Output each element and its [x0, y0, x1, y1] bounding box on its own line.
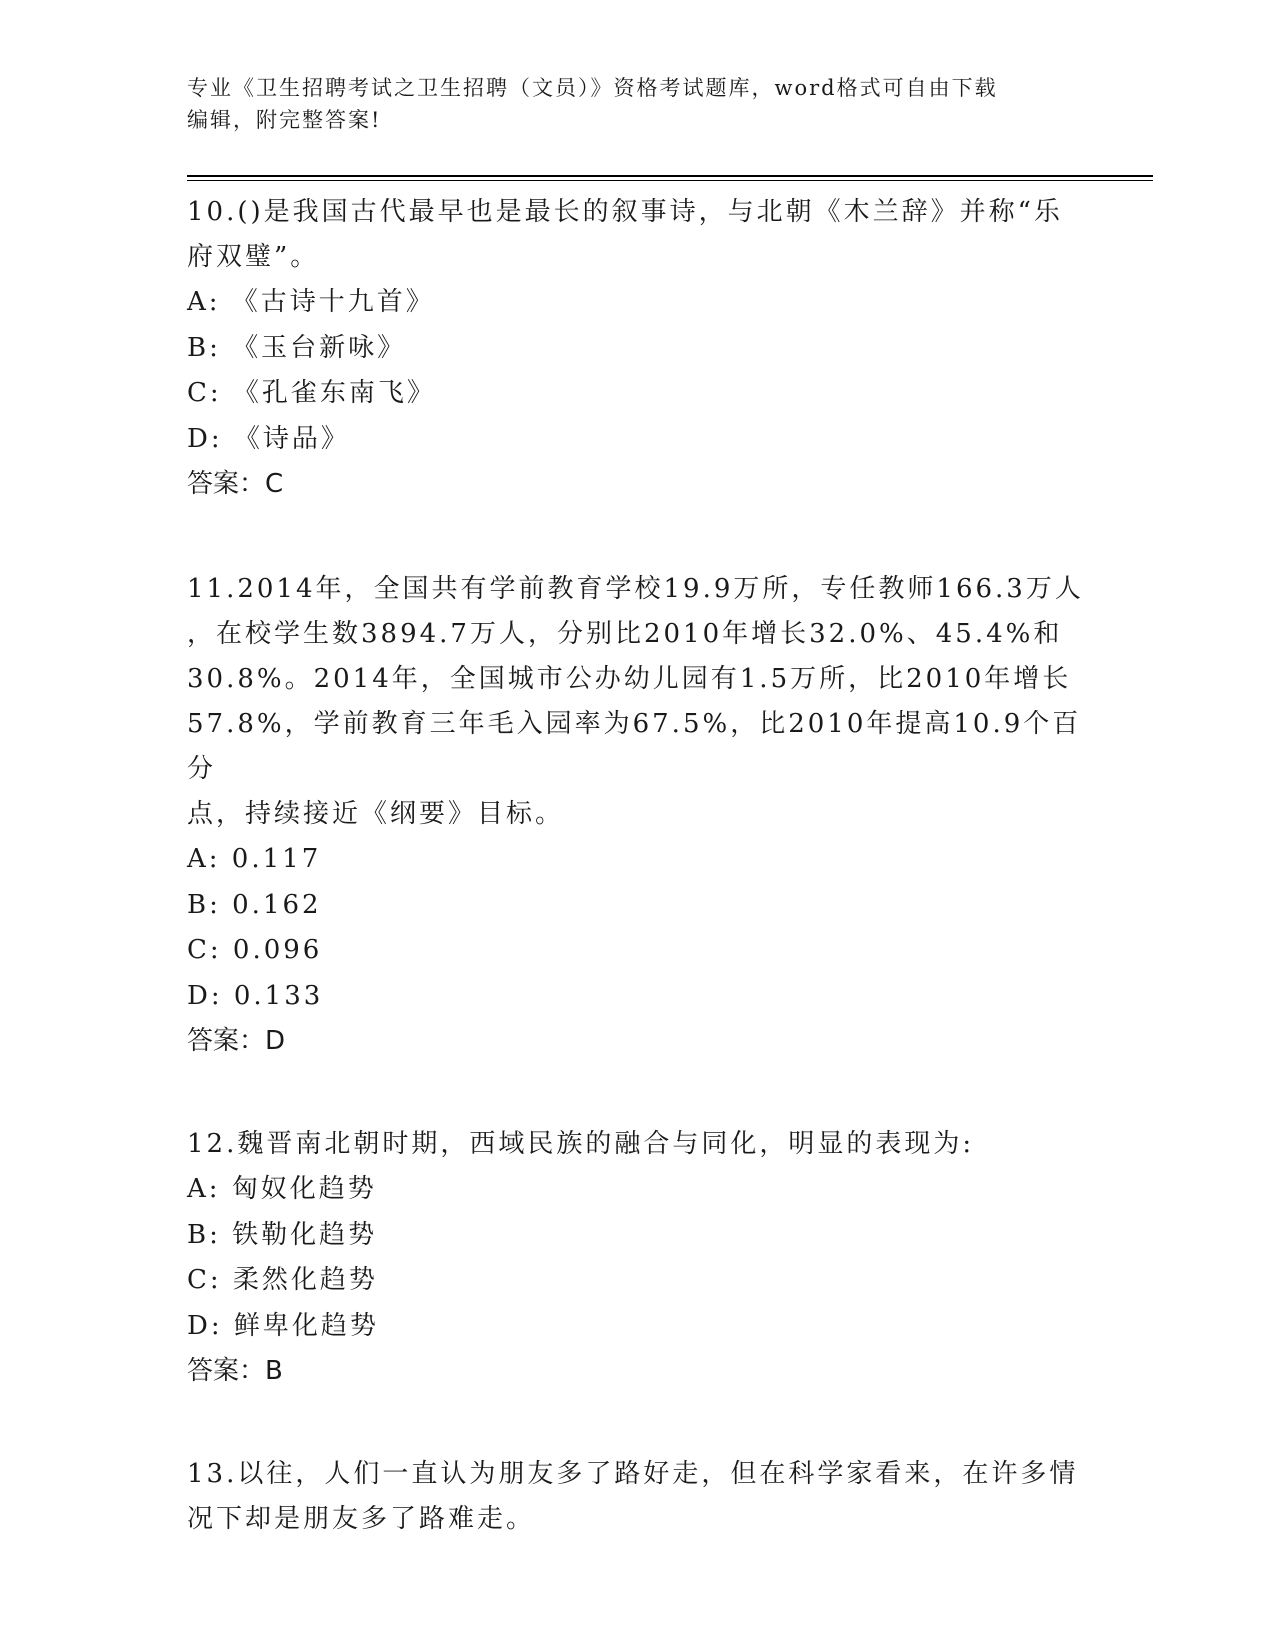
option-d: D: 0.133 [187, 980, 324, 1011]
answer-line: 答案：D [187, 1026, 286, 1056]
question-stem-line: 府双璧”。 [187, 242, 320, 272]
question-10 [187, 190, 1087, 507]
document-header [187, 72, 1087, 136]
option-b: B: 铁勒化趋势 [187, 1219, 378, 1250]
question-stem-line: 12.魏晋南北朝时期，西域民族的融合与同化，明显的表现为: [187, 1129, 975, 1159]
question-stem-line: 30.8%。2014年，全国城市公办幼儿园有1.5万所，比2010年增长 [187, 664, 1072, 694]
question-stem-line: ，在校学生数3894.7万人，分别比2010年增长32.0%、45.4%和 [187, 619, 1063, 649]
option-c: C: 《孔雀东南飞》 [187, 378, 436, 408]
option-a: A: 《古诗十九首》 [187, 287, 435, 317]
option-c: C: 柔然化趋势 [187, 1265, 378, 1295]
option-a: A: 匈奴化趋势 [187, 1174, 377, 1204]
option-d: D: 鲜卑化趋势 [187, 1310, 379, 1341]
option-b: B: 《玉台新咏》 [187, 332, 407, 363]
option-b: B: 0.162 [187, 889, 322, 920]
option-a: A: 0.117 [187, 844, 322, 874]
question-12 [187, 1122, 1087, 1394]
answer-line: 答案：B [187, 1356, 283, 1386]
question-stem-line: 点，持续接近《纲要》目标。 [187, 799, 565, 829]
question-stem-line: 11.2014年，全国共有学前教育学校19.9万所，专任教师166.3万人 [187, 574, 1084, 604]
header-divider-thin [187, 180, 1153, 181]
header-line-2: 编辑，附完整答案! [187, 108, 382, 132]
header-divider-thick [187, 175, 1153, 177]
header-line-1: 专业《卫生招聘考试之卫生招聘（文员）》资格考试题库，word格式可自由下载 [187, 76, 998, 100]
question-stem-line: 况下却是朋友多了路难走。 [187, 1504, 536, 1534]
option-d: D: 《诗品》 [187, 423, 350, 454]
question-stem-line: 13.以往，人们一直认为朋友多了路好走，但在科学家看来，在许多情 [187, 1459, 1079, 1489]
answer-line: 答案：C [187, 469, 284, 499]
question-stem-line: 57.8%，学前教育三年毛入园率为67.5%，比2010年提高10.9个百分 [187, 709, 1082, 784]
question-11 [187, 567, 1087, 1064]
question-stem-line: 10.()是我国古代最早也是最长的叙事诗，与北朝《木兰辞》并称“乐 [187, 197, 1063, 227]
question-13 [187, 1452, 1087, 1542]
option-c: C: 0.096 [187, 935, 323, 965]
question-list [187, 190, 1087, 1542]
